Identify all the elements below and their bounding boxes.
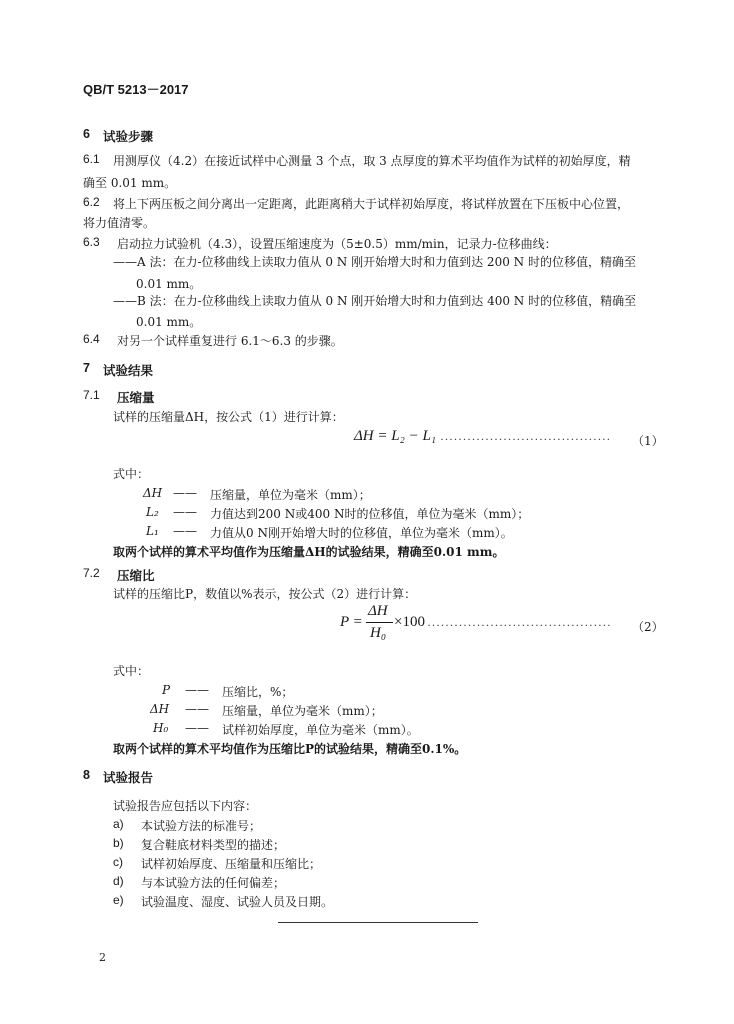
report-item-text: 本试验方法的标准号； xyxy=(141,819,262,833)
var-h0-desc: 试样初始厚度，单位为毫米（mm）。 xyxy=(222,723,419,737)
section-6-number: 6 xyxy=(83,127,90,141)
report-item-key: c) xyxy=(113,855,123,869)
var-l1-symbol: L₁ xyxy=(146,524,159,538)
var-delta-h-desc: 压缩量，单位为毫米（mm）； xyxy=(210,488,371,502)
clause-6-3-number: 6.3 xyxy=(83,235,100,249)
report-item-text: 试样初始厚度、压缩量和压缩比； xyxy=(141,857,322,871)
equation-2-rhs: ×100 xyxy=(394,614,425,630)
var-dash: —— xyxy=(173,505,197,519)
method-a-line-1: ——A 法：在力-位移曲线上读取力值从 0 N 刚开始增大时和力值到达 200 N 时的位移值，精确至 xyxy=(113,255,636,269)
report-item-key: e) xyxy=(113,893,124,907)
var-h0-symbol: H₀ xyxy=(153,721,169,735)
var-delta-h-symbol: ΔH xyxy=(143,486,163,500)
var-p-desc: 压缩比，%； xyxy=(222,685,294,699)
clause-7-2-number: 7.2 xyxy=(83,566,100,580)
section-8-title: 试验报告 xyxy=(103,771,154,785)
section-6-title: 试验步骤 xyxy=(103,130,154,144)
section-8-intro: 试验报告应包括以下内容： xyxy=(113,799,258,813)
report-item-key: b) xyxy=(113,836,124,850)
clause-6-2-line-2: 将力值清零。 xyxy=(83,216,156,230)
var-l1-desc: 力值从0 N刚开始增大时的位移值，单位为毫米（mm）。 xyxy=(210,526,513,540)
clause-7-2-intro: 试样的压缩比P，数值以%表示，按公式（2）进行计算： xyxy=(113,587,417,601)
end-rule xyxy=(278,922,478,923)
var-dash: —— xyxy=(185,721,209,735)
method-a-line-2: 0.01 mm。 xyxy=(136,277,202,291)
standard-number: QB/T 5213－2017 xyxy=(83,82,189,97)
report-item-text: 复合鞋底材料类型的描述； xyxy=(141,838,286,852)
clause-6-1-number: 6.1 xyxy=(83,152,100,166)
clause-6-4-number: 6.4 xyxy=(83,332,100,346)
report-item-text: 与本试验方法的任何偏差； xyxy=(141,876,286,890)
equation-2-fraction-bar xyxy=(366,622,393,623)
equation-2-numerator: ΔH xyxy=(368,603,388,619)
report-item-key: d) xyxy=(113,874,124,888)
var-l2-symbol: L₂ xyxy=(146,505,159,519)
clause-6-1-line-2: 确至 0.01 mm。 xyxy=(83,176,177,190)
var-dash: —— xyxy=(173,486,197,500)
var-dash: —— xyxy=(185,702,209,716)
clause-7-1-title: 压缩量 xyxy=(117,391,155,405)
clause-6-3-line-1: 启动拉力试验机（4.3），设置压缩速度为（5±0.5）mm/min，记录力-位移曲线： xyxy=(117,237,557,251)
method-b-line-2: 0.01 mm。 xyxy=(136,315,202,329)
var-l2-desc: 力值达到200 N或400 N时的位移值，单位为毫米（mm）； xyxy=(210,507,530,521)
equation-1-leader: ······································ xyxy=(440,432,611,446)
page-number: 2 xyxy=(99,951,106,964)
equation-1-number: （1） xyxy=(632,434,664,448)
clause-7-1-number: 7.1 xyxy=(83,388,100,402)
section-7-title: 试验结果 xyxy=(103,364,154,378)
equation-2-leader: ········································· xyxy=(427,618,612,632)
where-label-2: 式中： xyxy=(113,664,150,678)
var-delta-h-desc-2: 压缩量，单位为毫米（mm）； xyxy=(222,704,383,718)
var-p-symbol: P xyxy=(162,683,171,697)
section-7-number: 7 xyxy=(83,361,90,375)
clause-7-1-result: 取两个试样的算术平均值作为压缩量ΔH的试验结果，精确至0.01 mm。 xyxy=(113,545,505,559)
clause-7-2-result: 取两个试样的算术平均值作为压缩比P的试验结果，精确至0.1%。 xyxy=(113,742,467,756)
clause-6-4-line-1: 对另一个试样重复进行 6.1～6.3 的步骤。 xyxy=(117,334,343,348)
clause-6-2-line-1: 将上下两压板之间分离出一定距离，此距离稍大于试样初始厚度，将试样放置在下压板中心位置， xyxy=(113,197,630,211)
equation-1: ΔH = L₂ − L₁ xyxy=(354,428,436,444)
method-b-line-1: ——B 法：在力-位移曲线上读取力值从 0 N 刚开始增大时和力值到达 400 N 时的位移值，精确至 xyxy=(113,294,637,308)
section-8-number: 8 xyxy=(83,768,90,782)
var-dash: —— xyxy=(185,683,209,697)
var-dash: —— xyxy=(173,524,197,538)
clause-6-1-line-1: 用测厚仪（4.2）在接近试样中心测量 3 个点，取 3 点厚度的算术平均值作为试样的初始厚度，精 xyxy=(113,154,631,168)
equation-2-lhs: P = xyxy=(340,614,363,630)
equation-2-number: （2） xyxy=(632,620,664,634)
clause-7-2-title: 压缩比 xyxy=(117,569,155,583)
clause-6-2-number: 6.2 xyxy=(83,195,100,209)
report-item-key: a) xyxy=(113,817,124,831)
clause-7-1-intro: 试样的压缩量ΔH，按公式（1）进行计算： xyxy=(113,410,344,424)
var-delta-h-symbol-2: ΔH xyxy=(150,702,170,716)
report-item-text: 试验温度、湿度、试验人员及日期。 xyxy=(141,895,334,909)
equation-2-denominator: H₀ xyxy=(370,625,387,641)
where-label-1: 式中： xyxy=(113,467,150,481)
